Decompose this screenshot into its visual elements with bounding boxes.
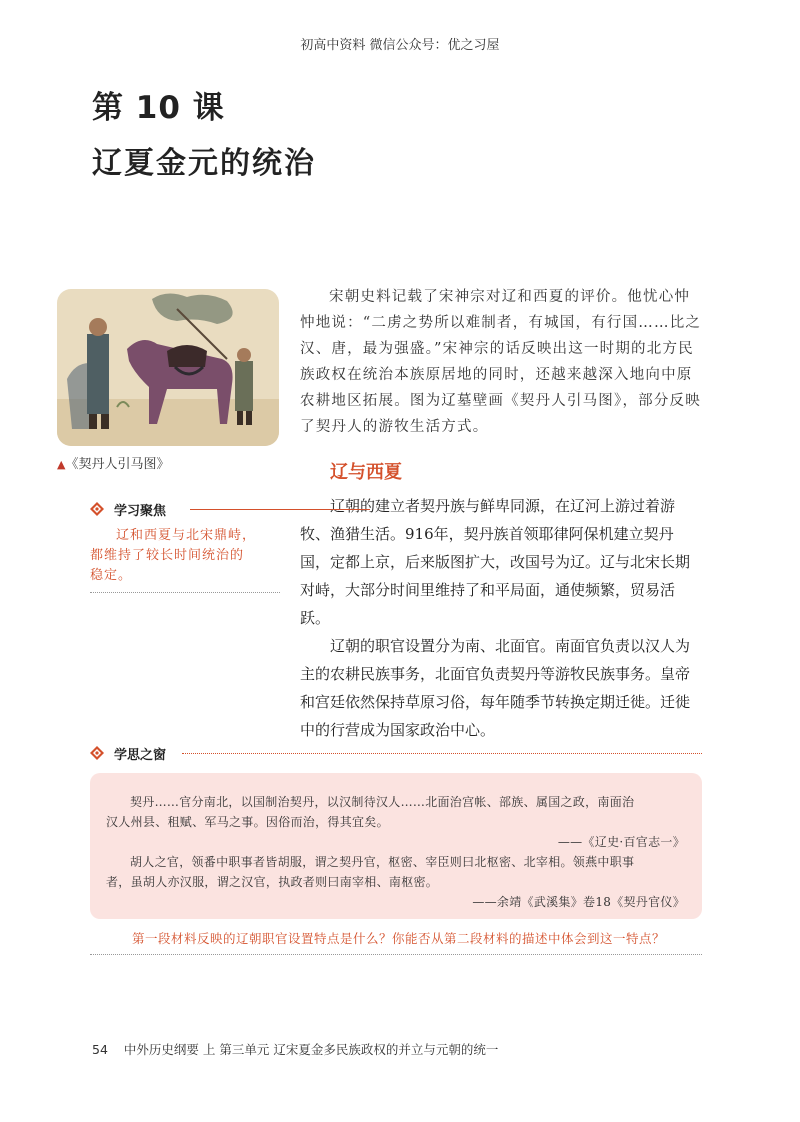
triangle-marker-icon: ▲ (57, 458, 66, 471)
focus-line: 都维持了较长时间统治的 (90, 548, 245, 563)
learning-focus-label: 学习聚焦 (114, 504, 167, 519)
figure-caption-text: 《契丹人引马图》 (65, 457, 170, 472)
body-paragraph: 辽朝的建立者契丹族与鲜卑同源，在辽河上游过着游牧、渔猎生活。916年，契丹族首领耶律阿保机建立契丹国，定都上京，后来版图扩大，改国号为辽。辽与北宋长期对峙，大部分时间里维持了和平局面，通使频繁，贸易活跃。 (300, 497, 691, 627)
section-title: 辽与西夏 (330, 462, 402, 483)
quote-line: 契丹……官分南北，以国制治契丹，以汉制待汉人……北面治宫帐、部族、属国之政，南面治 (130, 795, 635, 809)
thinking-window-label: 学思之窗 (114, 748, 167, 763)
focus-line: 稳定。 (90, 568, 133, 583)
intro-paragraph (300, 284, 702, 440)
page-footer (92, 1040, 498, 1058)
page-number: 54 (92, 1042, 108, 1057)
page-header: 初高中资料 微信公众号：优之习屋 (300, 38, 500, 53)
intro-text: 宋朝史料记载了宋神宗对辽和西夏的评价。他忧心忡忡地说：“二虏之势所以难制者，有城国，有行国……比之汉、唐，最为强盛。”宋神宗的话反映出这一时期的北方民族政权在统治本族原居地的同时，还越来越深入地向中原农耕地区拓展。图为辽墓壁画《契丹人引马图》，部分反映了契丹人的游牧生活方式。 (300, 289, 702, 435)
quote-line: 胡人之官，领番中职事者皆胡服，谓之契丹官，枢密、宰臣则曰北枢密、北宰相。领燕中职事 (130, 855, 635, 869)
lesson-number: 第 10 课 (92, 90, 225, 126)
thinking-window-header (90, 744, 702, 764)
body-text (300, 492, 702, 744)
quote-line: 者，虽胡人亦汉服，谓之汉官，执政者则曰南宰相、南枢密。 (106, 875, 439, 889)
mural-painting-image (57, 289, 279, 446)
quote-line: 汉人州县、租赋、军马之事。因俗而治，得其宜矣。 (106, 815, 389, 829)
footer-text: 中外历史纲要 上 第三单元 辽宋夏金多民族政权的并立与元朝的统一 (123, 1042, 499, 1057)
divider (190, 509, 370, 510)
lesson-title: 辽夏金元的统治 (92, 146, 316, 181)
diamond-flower-icon (90, 746, 104, 760)
quote-source: ——《辽史·百官志一》 (557, 835, 685, 849)
figure-caption (57, 453, 169, 472)
focus-line: 辽和西夏与北宋鼎峙， (116, 528, 257, 543)
divider (182, 753, 702, 754)
quote-source: ——余靖《武溪集》卷18《契丹官仪》 (472, 895, 685, 909)
divider (90, 954, 702, 955)
diamond-flower-icon (90, 502, 104, 516)
body-paragraph: 辽朝的职官设置分为南、北面官。南面官负责以汉人为主的农耕民族事务，北面官负责契丹等游牧民族事务。皇帝和宫廷依然保持草原习俗，每年随季节转换定期迁徙。迁徙中的行营成为国家政治中心。 (300, 637, 691, 739)
learning-focus-text (90, 526, 276, 586)
divider (90, 592, 280, 593)
learning-focus-header (90, 500, 280, 520)
discussion-question: 第一段材料反映的辽朝职官设置特点是什么？你能否从第二段材料的描述中体会到这一特点？ (132, 931, 666, 946)
source-material-text (106, 792, 691, 912)
